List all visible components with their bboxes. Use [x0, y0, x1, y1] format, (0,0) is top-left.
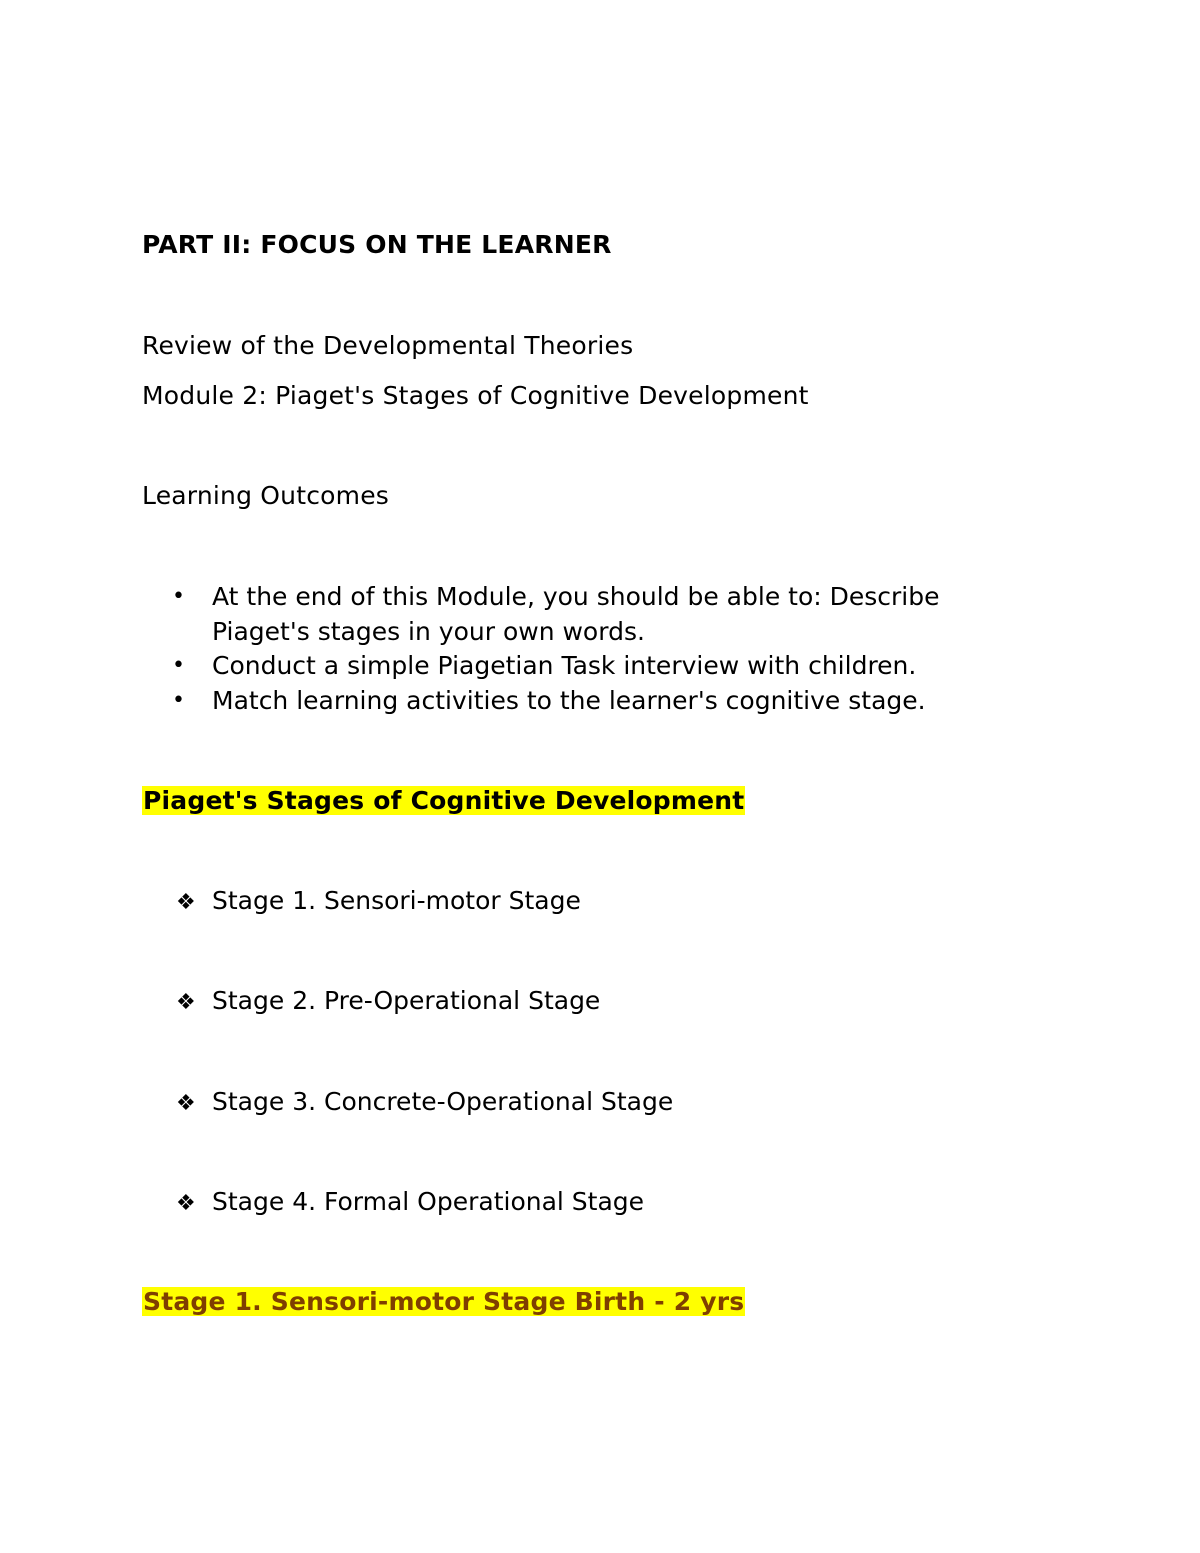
stage-label: Stage 1. Sensori-motor Stage: [212, 886, 581, 915]
stage-item-1: [176, 884, 581, 920]
stage-item-3: [176, 1085, 673, 1121]
diamond-bullet-icon: ❖: [176, 890, 196, 915]
diamond-bullet-icon: ❖: [176, 1091, 196, 1116]
learning-outcomes-label: Learning Outcomes: [142, 481, 390, 510]
stage-label: Stage 3. Concrete-Operational Stage: [212, 1087, 674, 1116]
stage-item-2: [176, 984, 600, 1020]
list-item: [142, 580, 1042, 649]
review-subtitle: Review of the Developmental Theories: [142, 331, 634, 360]
module-title: Module 2: Piaget's Stages of Cognitive Development: [142, 381, 809, 410]
learning-outcomes-list: [142, 580, 1042, 718]
diamond-bullet-icon: ❖: [176, 990, 196, 1015]
list-item: [142, 684, 1042, 719]
outcome-text: At the end of this Module, you should be able to: Describe Piaget's stages in your own words.: [212, 582, 940, 646]
outcome-text: Match learning activities to the learner's cognitive stage.: [212, 685, 926, 715]
bullet-icon: •: [172, 584, 185, 609]
stages-heading: [142, 784, 745, 818]
list-item: [142, 649, 1042, 684]
stage-label: Stage 2. Pre-Operational Stage: [212, 986, 601, 1015]
part-heading: PART II: FOCUS ON THE LEARNER: [142, 230, 612, 259]
stages-heading-highlight: Piaget's Stages of Cognitive Development: [143, 786, 745, 815]
stage-label: Stage 4. Formal Operational Stage: [212, 1187, 645, 1216]
stage1-heading-highlight: Stage 1. Sensori-motor Stage Birth - 2 yrs: [143, 1287, 745, 1316]
outcome-text: Conduct a simple Piagetian Task interview with children.: [212, 651, 917, 680]
stage1-heading: [142, 1285, 745, 1319]
bullet-icon: •: [172, 687, 185, 713]
stage-item-4: [176, 1185, 644, 1221]
bullet-icon: •: [172, 653, 185, 678]
diamond-bullet-icon: ❖: [176, 1191, 196, 1216]
